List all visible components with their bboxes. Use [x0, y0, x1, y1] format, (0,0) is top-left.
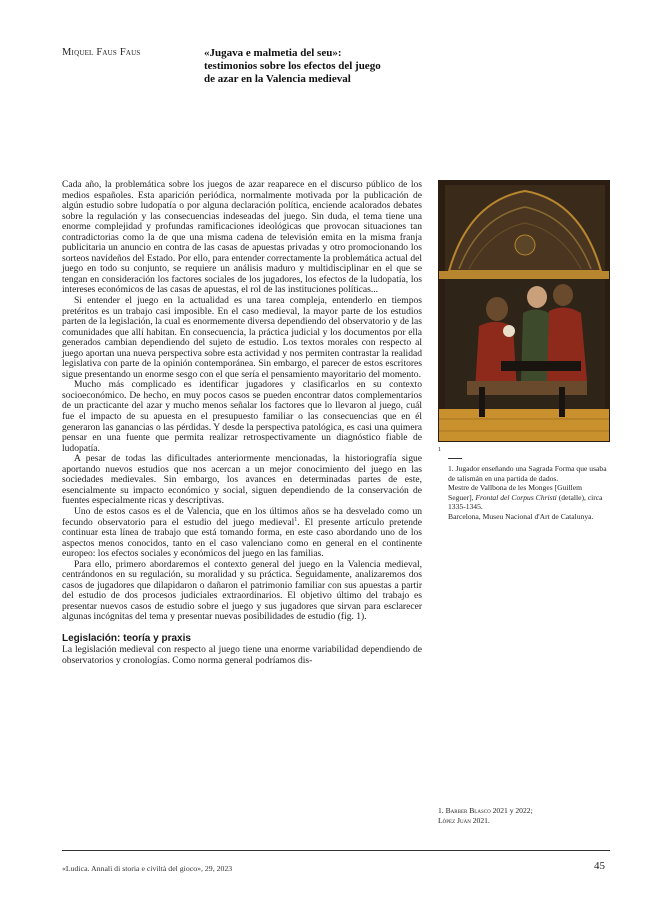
article-title	[204, 47, 424, 86]
medieval-gambling-scene-image	[439, 181, 610, 442]
paragraph-2: Si entender el juego en la actualidad es una tarea compleja, entenderlo en tiempos pretéritos es un trabajo casi imposible. En el caso medieval, la mayor parte de los estudios parten de la legislación, la cual es enormemente diversa dependiendo del observatorio y de las comunidades que allí habitan. En consecuencia, la práctica judicial y los documentos por ella generados cambian dependiendo del sujeto de estudio. Los textos morales con respecto al juego aportan una nueva perspectiva sobre esta actividad y nos permiten contrastar la realidad legislativa con parte de la opinión contemporánea. Sin embargo, el parecer de estos escritores sigue presentando un enorme sesgo con el que sería el pensamiento mayoritario del momento.	[62, 295, 422, 380]
footnote-years-1: 2021 y 2022;	[490, 806, 533, 815]
author-name: Miquel Faus Faus	[62, 47, 141, 58]
footnote-line-2	[438, 816, 608, 826]
footnote-1	[438, 806, 608, 825]
caption-line-3: Barcelona, Museu Nacional d'Art de Catalunya.	[448, 511, 594, 521]
footer-divider	[62, 850, 610, 851]
caption-date: (detalle), circa 1335-1345.	[448, 492, 603, 512]
paragraph-5	[62, 507, 422, 560]
title-line-3: de azar en la Valencia medieval	[204, 73, 351, 85]
caption-line-2	[448, 483, 608, 512]
footnote-author-1: Barber Blasco	[445, 806, 491, 815]
figure-caption	[448, 464, 608, 522]
journal-citation: «Ludica. Annali di storia e civiltà del gioco», 29, 2023	[62, 864, 233, 873]
figure-1-painting	[438, 180, 610, 442]
paragraph-4: A pesar de todas las dificultades anteriormente mencionadas, la historiografía sigue aportando nuevos estudios que nos acercan a un mejor conocimiento del juego en las sociedades medievales. Sin embargo, los avances en determinadas partes de este, esencialmente su impacto económico y social, siguen dependiendo de la conservación de fuentes especialmente ricas y descriptivas.	[62, 453, 422, 507]
footnote-ref-1[interactable]: 1	[294, 516, 298, 523]
paragraph-7: La legislación medieval con respecto al juego tiene una enorme variabilidad dependiendo de observatorios y cronologías. Como norma general podríamos dis-	[62, 643, 422, 666]
paragraph-3: Mucho más complicado es identificar jugadores y clasificarlos en su contexto socioeconómico. De hecho, en muy pocos casos se pueden encontrar datos complementarios de un practicante del azar y mucho menos señalar los factores que lo llevaron al juego, cuál fue el impacto de su apuesta en el presupuesto familiar o las consecuencias que en él generaron las ganancias o las pérdidas. Y desde la perspectiva patológica, es casi una quimera pensar en una fuente que permita realizar retrospectivamente un diagnóstico fiable de ludopatía.	[62, 379, 422, 454]
footnote-author-2: López Juan	[438, 815, 471, 825]
paragraph-1: Cada año, la problemática sobre los juegos de azar reaparece en el discurso público de los medios españoles. Esta aparición periódica, normalmente motivada por la publicación de algún estudio sobre ludopatía o por alguna declaración política, enciende acalorados debates sobre la regulación y las consecuencias indeseadas del juego. Sin duda, el tema tiene una enorme complejidad y profundas ramificaciones ideológicas que provocan situaciones tan contradictorias como la de que una misma cadena de televisión emita en la misma franja publicitaria un anuncio en contra de las casas de apuestas privadas y otro promocionando los sorteos navideños del Estado. Por ello, para entender correctamente la problemática actual del juego en todo su conjunto, se requiere un análisis maduro y multidisciplinar en el que se tengan en consideración los factores sociales de los jugadores, los efectos de la ludopatía, los intereses económicos de las casas de apuestas, el rol de las instituciones políticas...	[62, 179, 422, 296]
paragraph-6: Para ello, primero abordaremos el contexto general del juego en la Valencia medieval, centrándonos en su regulación, su moralidad y su práctica. Seguidamente, analizaremos dos casos de jugadores que dilapidaron o dañaron el patrimonio familiar con sus apuestas a partir del estudio de dos procesos judiciales extraordinarios. El objetivo último del trabajo es presentar nuevos casos de estudio sobre el juego y sus jugadores que sirvan para esclarecer algunas incógnitas del tema y presentar nuevas posibilidades de estudio (fig. 1).	[62, 558, 422, 623]
caption-divider	[448, 458, 462, 459]
paragraph-5-part-b: . El presente artículo pretende continuar esta línea de trabajo que está tomando forma, en este caso abordando uno de los aspectos menos conocidos, tanto en el caso valenciano como en general en el continente europeo: los efectos sociales y económicos del juego en las familias.	[62, 516, 423, 560]
figure-number: 1	[438, 446, 442, 453]
footnote-years-2: 2021.	[470, 815, 490, 825]
caption-line-1: 1. Jugador enseñando una Sagrada Forma que usaba de talismán en una partida de dados.	[448, 464, 607, 483]
caption-artist: Mestre de Vallbona de les Monges [Guillem Seguer],	[448, 483, 582, 502]
page-number: 45	[594, 860, 605, 872]
footnote-line-1	[438, 806, 608, 816]
paragraph-5-part-a: Uno de estos casos es el de Valencia, que en los últimos años se ha desvelado como un fecundo observatorio para el estudio del juego medieval	[62, 505, 422, 528]
main-text-column	[62, 180, 422, 666]
title-line-2: testimonios sobre los efectos del juego	[204, 60, 381, 72]
footnote-number: 1.	[438, 806, 444, 815]
section-heading: Legislación: teoría y praxis	[62, 632, 191, 644]
caption-work-title: Frontal del Corpus Christi	[475, 492, 557, 502]
title-line-1: «Jugava e malmetia del seu»:	[204, 47, 342, 59]
running-head	[62, 47, 610, 91]
